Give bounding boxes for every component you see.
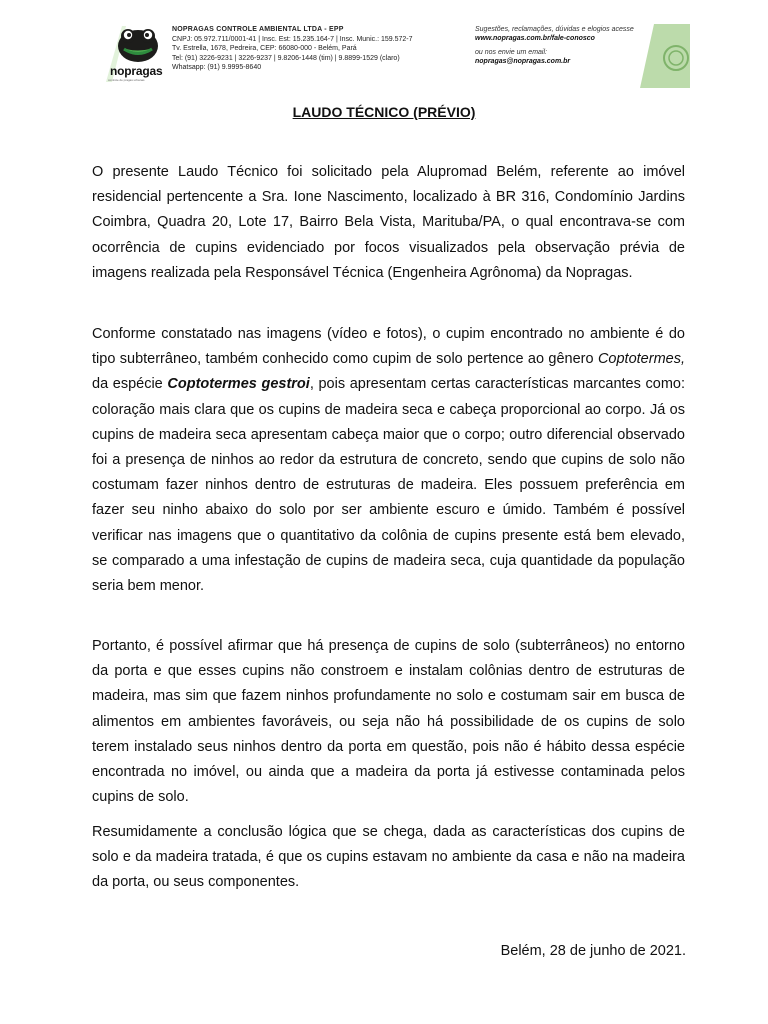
document-date: Belém, 28 de junho de 2021. — [500, 943, 686, 959]
contact-info — [475, 25, 645, 66]
company-name: NOPRAGAS CONTROLE AMBIENTAL LTDA - EPP — [172, 26, 344, 33]
logo-wordmark: nopragas — [110, 64, 163, 78]
company-line: CNPJ: 05.972.711/0001-41 | Insc. Est: 15.235.164-7 | Insc. Munic.: 159.572-7 — [172, 35, 413, 43]
contact-url-link[interactable]: www.nopragas.com.br/fale-conosco — [475, 35, 595, 42]
paragraph-conclusion: Portanto, é possível afirmar que há presença de cupins de solo (subterrâneos) no entorno da porta e que esses cupins não constroem e instalam colônias dentro de estruturas de madeira, mas sim que fazem ninhos profundamente no solo e costumam sair em busca de alimentos em ambientes favoráveis, ou seja não há possibilidade de os cupins de solo terem instalado seus ninhos dentro da porta em questão, pois não é hábito dessa espécie encontrada no imóvel, ou ainda que a madeira da porta já estivesse contaminada pelos cupins de solo. — [92, 638, 685, 806]
company-info — [172, 25, 472, 73]
contact-prompt: Sugestões, reclamações, dúvidas e elogios acesse — [475, 26, 634, 33]
company-line: Whatsapp: (91) 9.9995-8640 — [172, 64, 262, 72]
genus-name: Coptotermes, — [597, 351, 685, 368]
logo-tagline: controle de pragas urbanas — [108, 78, 145, 82]
company-logo — [92, 22, 168, 88]
findings-text-b: da espécie — [92, 376, 168, 393]
paragraph-summary: Resumidamente a conclusão lógica que se chega, dada as características dos cupins de solo e da madeira tratada, é que os cupins estavam no ambiente da casa e não na madeira da porta, ou seus componentes. — [92, 824, 685, 891]
findings-text-c: , pois apresentam certas características marcantes como: coloração mais clara que os cupins de madeira seca e cabeça proporcional ao corpo. Já os cupins de madeira seca apresentam cabeça maior que o corpo; outro diferencial observado foi a presença de ninhos ao redor da estrutura de concreto, sendo que cupins de solo não costumam fazer ninhos dentro de estruturas de madeira. Eles possuem preferência em fazer seu ninho abaixo do solo por ser ambiente escuro e úmido. Também é possível verificar nas imagens que o quantitativo da colônia de cupins presente está bem elevado, se comparado a uma infestação de cupins de madeira seca, cuja quantidade da população seria bem menor. — [92, 376, 685, 595]
email-prompt: ou nos envie um email: — [475, 49, 547, 56]
certification-stamp — [640, 24, 690, 88]
letterhead — [92, 22, 690, 88]
green-stamp-icon — [640, 24, 690, 88]
findings-text-a: Conforme constatado nas imagens (vídeo e fotos), o cupim encontrado no ambiente é do tipo subterrâneo, também conhecido como cupim de solo pertence ao gênero — [92, 326, 685, 368]
company-line: Tel: (91) 3226-9231 | 3226-9237 | 9.8206-1448 (tim) | 9.8899-1529 (claro) — [172, 54, 400, 62]
species-name: Coptotermes gestroi — [167, 376, 310, 393]
company-line: Tv. Estrella, 1678, Pedreira, CEP: 66080-000 - Belém, Pará — [172, 45, 357, 53]
contact-email-link[interactable]: nopragas@nopragas.com.br — [475, 58, 571, 65]
paragraph-intro: O presente Laudo Técnico foi solicitado pela Alupromad Belém, referente ao imóvel residencial pertencente a Sra. Ione Nascimento, localizado à BR 316, Condomínio Jardins Coimbra, Quadra 20, Lote 17, Bairro Bela Vista, Marituba/PA, o qual encontrava-se com ocorrência de cupins evidenciado por focos visualizados pela observação prévia de imagens realizada pela Responsável Técnica (Engenheira Agrônoma) da Nopragas. — [92, 164, 685, 281]
document-title: LAUDO TÉCNICO (PRÉVIO) — [292, 104, 476, 120]
paragraph-findings — [92, 322, 685, 599]
